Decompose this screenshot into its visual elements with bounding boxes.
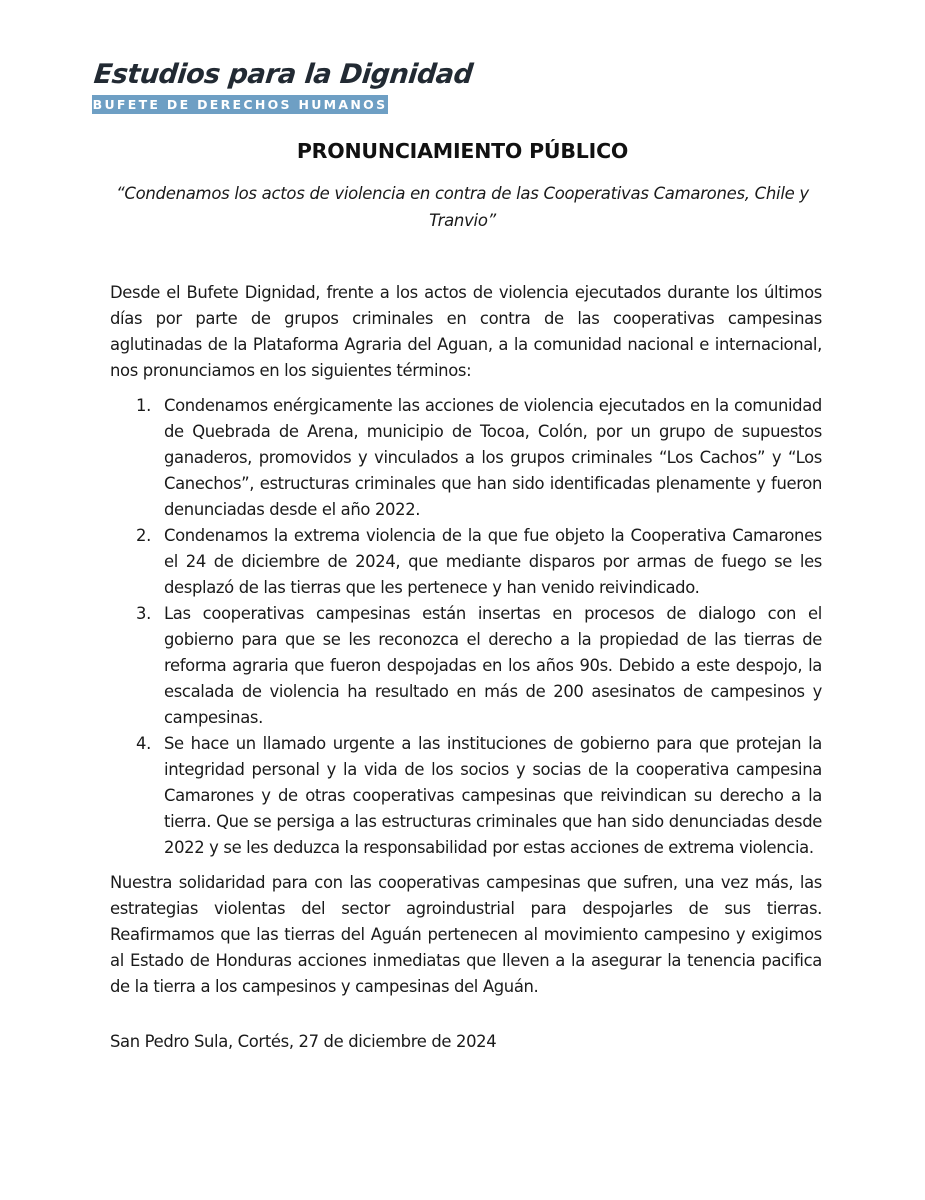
logo-tagline: BUFETE DE DERECHOS HUMANOS <box>92 97 388 112</box>
list-item <box>110 523 822 601</box>
list-item-number: 4. <box>136 734 151 753</box>
list-item <box>110 393 822 523</box>
organization-logo <box>92 56 475 114</box>
logo-name: Estudios para la Dignidad <box>92 59 475 90</box>
points-list <box>110 393 822 861</box>
intro-paragraph: Desde el Bufete Dignidad, frente a los actos de violencia ejecutados durante los últimos días por parte de grupos criminales en contra de las cooperativas campesinas aglutinadas de la Plataforma Agraria del Aguan, a la comunidad nacional e internacional, nos pronunciamos en los siguientes términos: <box>110 283 822 380</box>
list-item-number: 1. <box>136 396 151 415</box>
list-item <box>110 601 822 731</box>
list-item-text: Las cooperativas campesinas están insertas en procesos de dialogo con el gobierno para que se les reconozca el derecho a la propiedad de las tierras de reforma agraria que fueron despojadas en los años 90s. Debido a este despojo, la escalada de violencia ha resultado en más de 200 asesinatos de campesinos y campesinas. <box>164 604 822 727</box>
list-item <box>110 731 822 861</box>
list-item-number: 3. <box>136 604 151 623</box>
list-item-text: Condenamos la extrema violencia de la que fue objeto la Cooperativa Camarones el 24 de diciembre de 2024, que mediante disparos por armas de fuego se les desplazó de las tierras que les pertenece y han venido reivindicado. <box>164 526 822 597</box>
place-and-date: San Pedro Sula, Cortés, 27 de diciembre de 2024 <box>110 1032 497 1051</box>
document-body <box>110 280 822 1000</box>
closing-paragraph: Nuestra solidaridad para con las cooperativas campesinas que sufren, una vez más, las estrategias violentas del sector agroindustrial para despojarles de sus tierras. Reafirmamos que las tierras del Aguán pertenecen al movimiento campesino y exigimos al Estado de Honduras acciones inmediatas que lleven a la asegurar la tenencia pacifica de la tierra a los campesinos y campesinas del Aguán. <box>110 873 822 996</box>
list-item-text: Se hace un llamado urgente a las instituciones de gobierno para que protejan la integridad personal y la vida de los socios y socias de la cooperativa campesina Camarones y de otras cooperativas campesinas que reivindican su derecho a la tierra. Que se persiga a las estructuras criminales que han sido denunciadas desde 2022 y se les deduzca la responsabilidad por estas acciones de extrema violencia. <box>164 734 822 857</box>
document-subtitle: “Condenamos los actos de violencia en contra de las Cooperativas Camarones, Chile y Tranvio” <box>116 184 809 230</box>
list-item-text: Condenamos enérgicamente las acciones de violencia ejecutados en la comunidad de Quebrada de Arena, municipio de Tocoa, Colón, por un grupo de supuestos ganaderos, promovidos y vinculados a los grupos criminales “Los Cachos” y “Los Canechos”, estructuras criminales que han sido identificadas plenamente y fueron denunciadas desde el año 2022. <box>164 396 822 519</box>
list-item-number: 2. <box>136 526 151 545</box>
document-title: PRONUNCIAMIENTO PÚBLICO <box>296 139 629 163</box>
